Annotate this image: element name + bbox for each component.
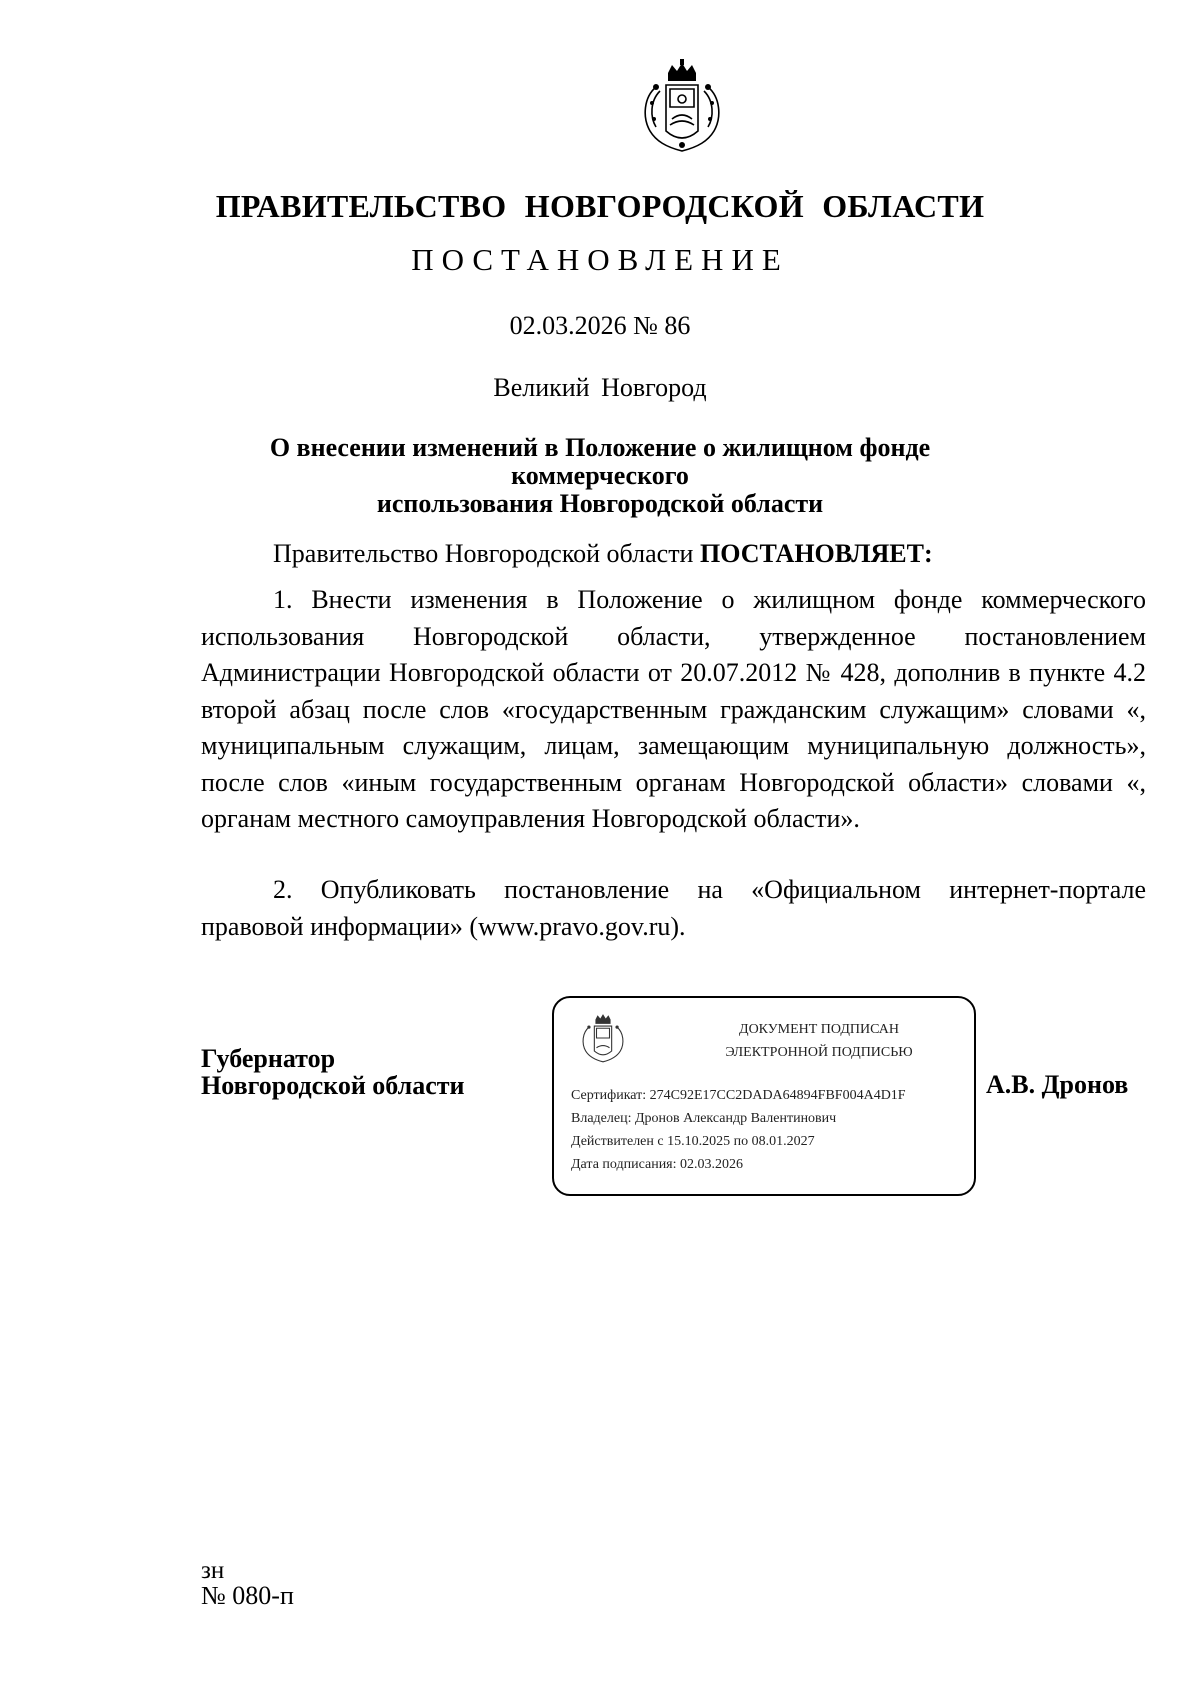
document-type: ПОСТАНОВЛЕНИЕ xyxy=(411,242,789,277)
subject-line-2: использования Новгородской области xyxy=(376,489,824,518)
number-label: № xyxy=(633,311,658,340)
item-2-text: 2. Опубликовать постановление на «Официальном интернет-портале правовой информации» (www.pravo.gov.ru). xyxy=(201,875,1146,941)
decree-word: ПОСТАНОВЛЯЕТ: xyxy=(699,539,933,568)
signatory-position-line-2: Новгородской области xyxy=(201,1071,465,1100)
signatory-position-line-1: Губернатор xyxy=(201,1044,336,1073)
footer-codes xyxy=(201,1558,294,1608)
stamp-validity: Действителен с 15.10.2025 по 08.01.2027 xyxy=(571,1134,815,1149)
stamp-title-line-2: ЭЛЕКТРОННОЙ ПОДПИСЬЮ xyxy=(725,1045,913,1060)
registration-number: № 080-п xyxy=(201,1581,294,1610)
item-1-text: 1. Внести изменения в Положение о жилищном фонде коммерческого использования Новгородской области, утвержденное постановлением Администрации Новгородской области от 20.07.2012 № 428, дополнив в пункте 4.2 второй абзац после слов «государственным гражданским служащим» словами «, муниципальным служащим, лицам, замещающим муниципальную должность», после слов «иным государственным органам Новгородской области» словами «, органам местного самоуправления Новгородской области». xyxy=(201,585,1146,833)
stamp-owner: Владелец: Дронов Александр Валентинович xyxy=(571,1111,837,1126)
organization-title: ПРАВИТЕЛЬСТВО НОВГОРОДСКОЙ ОБЛАСТИ xyxy=(215,188,985,224)
stamp-title xyxy=(674,1018,964,1064)
item-2-paragraph xyxy=(201,872,1146,945)
document-subject xyxy=(180,434,1020,518)
executor-initials: зн xyxy=(201,1557,225,1584)
stamp-signed-date: Дата подписания: 02.03.2026 xyxy=(571,1157,744,1172)
signatory-position xyxy=(201,1045,465,1099)
document-number: 86 xyxy=(664,311,691,340)
stamp-title-line-1: ДОКУМЕНТ ПОДПИСАН xyxy=(739,1022,899,1037)
signatory-name: А.В. Дронов xyxy=(986,1070,1129,1099)
e-signature-stamp xyxy=(552,996,976,1196)
decree-lead: Правительство Новгородской области xyxy=(273,539,694,568)
coat-of-arms-icon xyxy=(636,59,728,155)
stamp-coat-of-arms-icon xyxy=(578,1012,628,1064)
city: Великий Новгород xyxy=(493,373,707,402)
decree-paragraph xyxy=(201,536,1146,573)
document-date: 02.03.2026 xyxy=(509,311,627,340)
subject-line-1: О внесении изменений в Положение о жилищном фонде коммерческого xyxy=(269,433,931,490)
stamp-certificate: Сертификат: 274C92E17CC2DADA64894FBF004A4D1F xyxy=(571,1088,906,1103)
document-date-number xyxy=(0,311,1200,341)
stamp-details xyxy=(571,1084,906,1176)
item-1-paragraph xyxy=(201,582,1146,838)
